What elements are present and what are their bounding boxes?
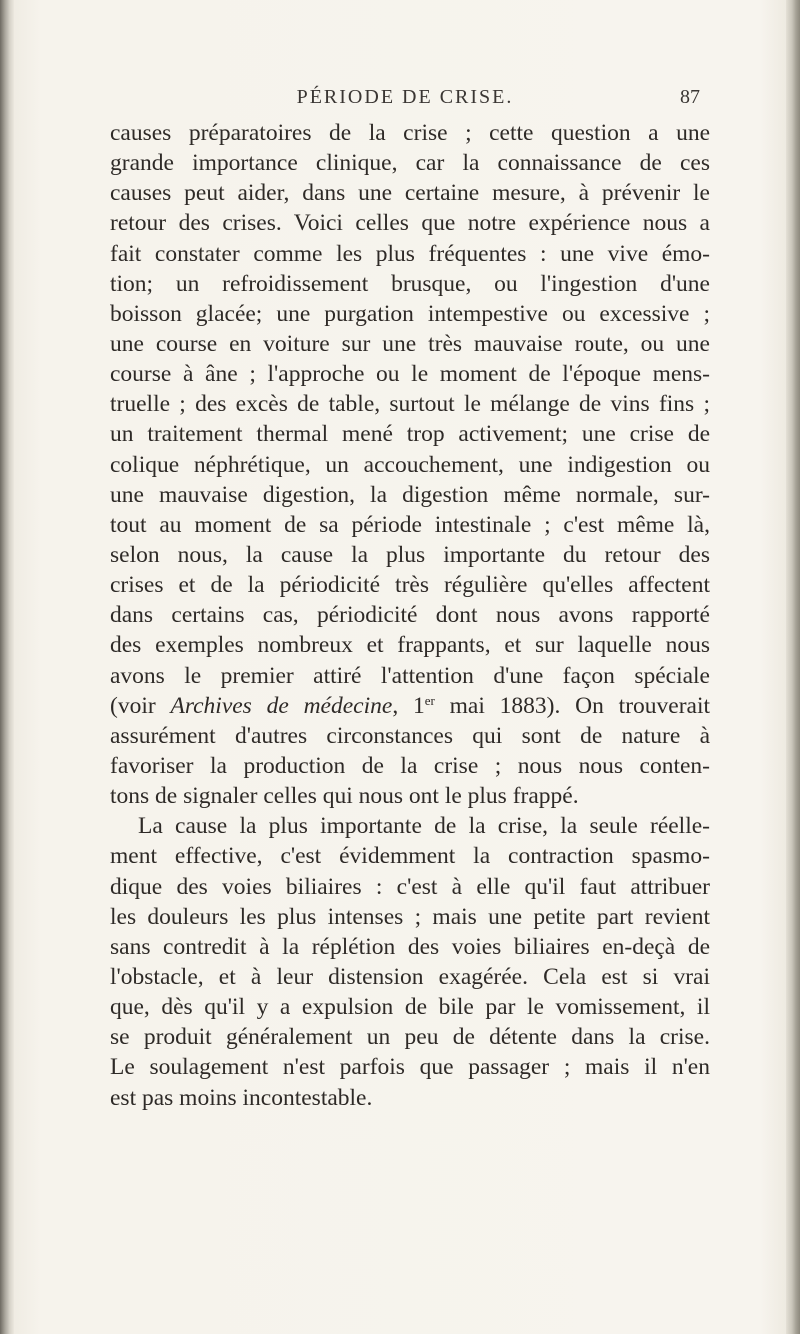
text-line: causes peut aider, dans une certaine mesure, à prévenir le <box>110 180 710 207</box>
text-line: avons le premier attiré l'attention d'une façon spéciale <box>110 662 710 689</box>
citation-before: (voir <box>110 692 171 719</box>
text-line: crises et de la périodicité très régulière qu'elles affectent <box>110 572 710 599</box>
paragraph-2 <box>110 811 710 1112</box>
text-line: favoriser la production de la crise ; nous nous conten- <box>110 752 710 779</box>
text-line: truelle ; des excès de table, surtout le mélange de vins fins ; <box>110 391 710 418</box>
text-line: causes préparatoires de la crise ; cette question a une <box>110 120 710 146</box>
page-binding-edge <box>0 0 14 1334</box>
text-line: sans contredit à la réplétion des voies biliaires en-deçà de <box>110 933 710 960</box>
page-outer-edge <box>786 0 800 1334</box>
citation-after: mai 1883). On trouverait <box>434 692 711 719</box>
text-line: dique des voies biliaires : c'est à elle qu'il faut attribuer <box>110 873 710 900</box>
text-line: est pas moins incontestable. <box>110 1084 373 1111</box>
text-line: boisson glacée; une purgation intempestive ou excessive ; <box>110 300 710 327</box>
citation-date-prefix: , 1 <box>392 692 425 719</box>
text-line: dans certains cas, périodicité dont nous avons rapporté <box>110 602 710 629</box>
text-line: course à âne ; l'approche ou le moment de l'époque mens- <box>110 361 710 388</box>
text-line: ment effective, c'est évidemment la contraction spasmo- <box>110 843 710 870</box>
citation-line <box>110 691 710 721</box>
text-line: assurément d'autres circonstances qui sont de nature à <box>110 722 710 749</box>
text-line: que, dès qu'il y a expulsion de bile par le vomissement, il <box>110 994 710 1021</box>
text-line: retour des crises. Voici celles que notre expérience nous a <box>110 210 710 237</box>
text-line: des exemples nombreux et frappants, et sur laquelle nous <box>110 632 710 659</box>
page-header <box>110 86 700 116</box>
page-number: 87 <box>680 86 700 108</box>
body-text <box>110 118 710 1113</box>
text-line: fait constater comme les plus fréquentes : une vive émo- <box>110 240 710 267</box>
text-line: se produit généralement un peu de détente dans la crise. <box>110 1024 710 1051</box>
text-line: l'obstacle, et à leur distension exagérée. Cela est si vrai <box>110 963 710 990</box>
text-line: tons de signaler celles qui nous ont le plus frappé. <box>110 783 579 810</box>
text-line: colique néphrétique, un accouchement, une indigestion ou <box>110 451 710 478</box>
text-line: un traitement thermal mené trop activement; une crise de <box>110 421 710 448</box>
text-line: grande importance clinique, car la connaissance de ces <box>110 150 710 177</box>
text-line: Le soulagement n'est parfois que passager ; mais il n'en <box>110 1054 710 1081</box>
ordinal-superscript: er <box>424 692 435 708</box>
running-title: PÉRIODE DE CRISE. <box>296 86 514 108</box>
journal-title: Archives de médecine <box>170 692 393 719</box>
text-line: tion; un refroidissement brusque, ou l'ingestion d'une <box>110 270 710 297</box>
text-line: La cause la plus importante de la crise, la seule réelle- <box>138 813 710 840</box>
text-line: les douleurs les plus intenses ; mais une petite part revient <box>110 903 710 930</box>
paragraph-1 <box>110 118 710 811</box>
text-line: selon nous, la cause la plus importante du retour des <box>110 541 710 568</box>
text-line: tout au moment de sa période intestinale ; c'est même là, <box>110 511 710 538</box>
text-line: une mauvaise digestion, la digestion même normale, sur- <box>110 481 710 508</box>
text-line: une course en voiture sur une très mauvaise route, ou une <box>110 330 710 357</box>
